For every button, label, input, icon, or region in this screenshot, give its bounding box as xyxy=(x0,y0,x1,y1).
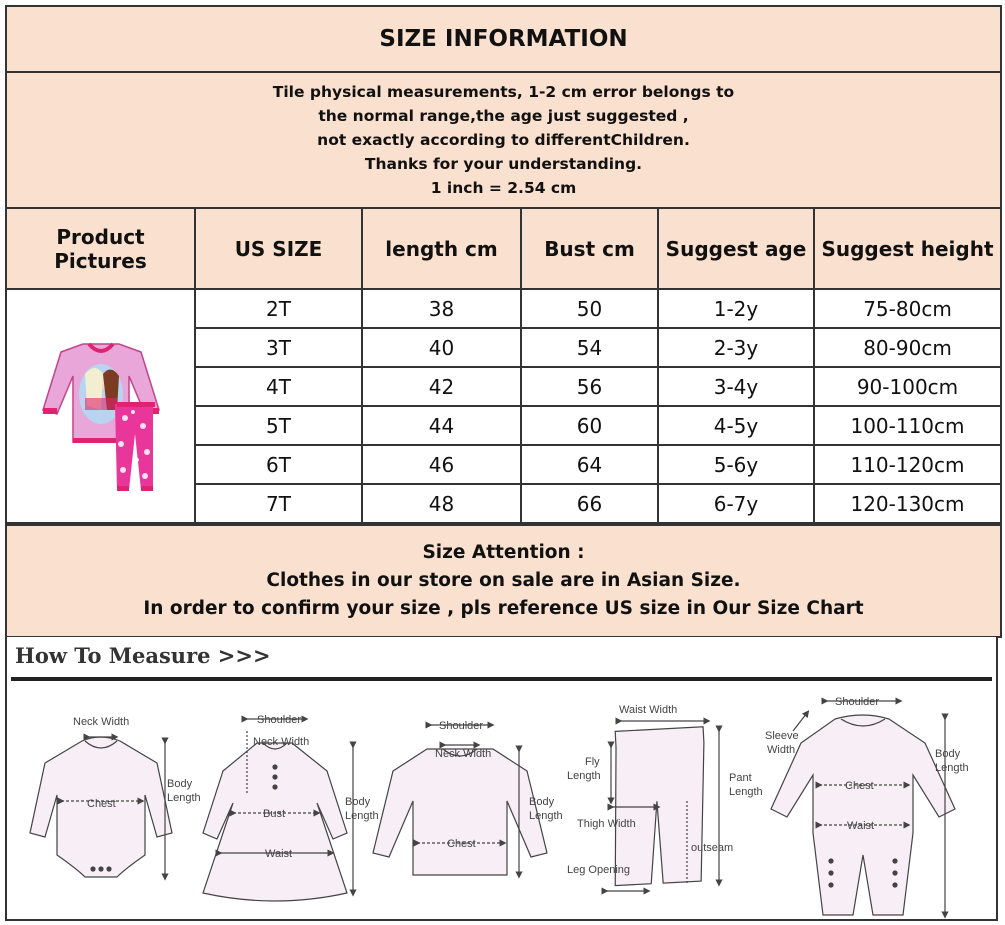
info-line: Tile physical measurements, 1-2 cm error belongs to xyxy=(272,83,735,101)
col-header-age: Suggest age xyxy=(658,209,814,289)
label-neck-width: Neck Width xyxy=(73,716,130,728)
measure-title: How To Measure >>> xyxy=(15,643,271,668)
info-line: the normal range,the age just suggested , xyxy=(318,107,689,125)
attention-heading: Size Attention : xyxy=(422,542,585,563)
label-pant: Pant xyxy=(729,772,752,784)
label-waist-width: Waist Width xyxy=(619,704,678,716)
label-body: Body xyxy=(167,778,193,790)
cell-length: 44 xyxy=(362,406,521,445)
info-line: Thanks for your understanding. xyxy=(364,155,643,173)
label-leg-opening: Leg Opening xyxy=(567,864,630,876)
size-attention xyxy=(7,524,1000,636)
label-length: Length xyxy=(567,770,601,782)
col-header-height: Suggest height xyxy=(814,209,1000,289)
cell-us-size: 7T xyxy=(195,484,362,523)
label-shoulder: Shoulder xyxy=(257,714,302,726)
label-body: Body xyxy=(935,748,961,760)
pajama-set-image xyxy=(41,314,161,494)
label-length: Length xyxy=(729,786,763,798)
cell-length: 42 xyxy=(362,367,521,406)
label-neck-width: Neck Width xyxy=(253,736,310,748)
table-row xyxy=(7,289,1000,328)
cell-length: 46 xyxy=(362,445,521,484)
cell-age: 6-7y xyxy=(658,484,814,523)
measure-diagrams xyxy=(7,683,996,919)
cell-age: 1-2y xyxy=(658,289,814,328)
label-chest: Chest xyxy=(447,838,476,850)
label-waist: Waist xyxy=(847,820,875,832)
label-neck-width: Neck Width xyxy=(435,748,492,760)
cell-us-size: 3T xyxy=(195,328,362,367)
label-width: Width xyxy=(767,744,796,756)
cell-us-size: 2T xyxy=(195,289,362,328)
label-chest: Chest xyxy=(87,798,116,810)
info-line: 1 inch = 2.54 cm xyxy=(430,179,577,197)
cell-age: 2-3y xyxy=(658,328,814,367)
cell-height: 120-130cm xyxy=(814,484,1000,523)
label-body: Body xyxy=(529,796,555,808)
divider xyxy=(11,677,992,681)
label-length: Length xyxy=(529,810,563,822)
how-to-measure-section xyxy=(5,637,998,921)
cell-height: 100-110cm xyxy=(814,406,1000,445)
label-outseam: outseam xyxy=(691,842,734,854)
size-chart xyxy=(5,5,1002,638)
label-length: Length xyxy=(167,792,201,804)
label-length: Length xyxy=(935,762,969,774)
page-title: SIZE INFORMATION xyxy=(7,7,1000,73)
cell-length: 38 xyxy=(362,289,521,328)
cell-height: 75-80cm xyxy=(814,289,1000,328)
label-chest: Chest xyxy=(845,780,874,792)
cell-bust: 64 xyxy=(521,445,658,484)
cell-us-size: 5T xyxy=(195,406,362,445)
cell-age: 4-5y xyxy=(658,406,814,445)
cell-length: 40 xyxy=(362,328,521,367)
cell-bust: 56 xyxy=(521,367,658,406)
label-body: Body xyxy=(345,796,371,808)
cell-height: 110-120cm xyxy=(814,445,1000,484)
col-header-length: length cm xyxy=(362,209,521,289)
cell-age: 5-6y xyxy=(658,445,814,484)
label-fly: Fly xyxy=(585,756,600,768)
cell-length: 48 xyxy=(362,484,521,523)
attention-line: Clothes in our store on sale are in Asian Size. xyxy=(266,570,741,591)
cell-us-size: 4T xyxy=(195,367,362,406)
attention-line: In order to confirm your size , pls reference US size in Our Size Chart xyxy=(143,598,864,619)
label-bust: Bust xyxy=(263,808,286,820)
label-length: Length xyxy=(345,810,379,822)
label-waist: Waist xyxy=(265,848,293,860)
col-header-bust: Bust cm xyxy=(521,209,658,289)
cell-us-size: 6T xyxy=(195,445,362,484)
cell-height: 90-100cm xyxy=(814,367,1000,406)
info-block xyxy=(7,73,1000,209)
cell-bust: 54 xyxy=(521,328,658,367)
cell-bust: 60 xyxy=(521,406,658,445)
label-thigh-width: Thigh Width xyxy=(577,818,636,830)
label-shoulder: Shoulder xyxy=(835,696,880,708)
col-header-pictures: Product Pictures xyxy=(7,209,195,289)
product-picture xyxy=(7,289,195,523)
info-line: not exactly according to differentChildren. xyxy=(317,131,690,149)
cell-bust: 66 xyxy=(521,484,658,523)
label-shoulder: Shoulder xyxy=(439,720,484,732)
cell-age: 3-4y xyxy=(658,367,814,406)
table-header-row xyxy=(7,209,1000,289)
label-sleeve: Sleeve xyxy=(765,730,799,742)
cell-bust: 50 xyxy=(521,289,658,328)
cell-height: 80-90cm xyxy=(814,328,1000,367)
size-table xyxy=(7,209,1000,524)
col-header-us-size: US SIZE xyxy=(195,209,362,289)
